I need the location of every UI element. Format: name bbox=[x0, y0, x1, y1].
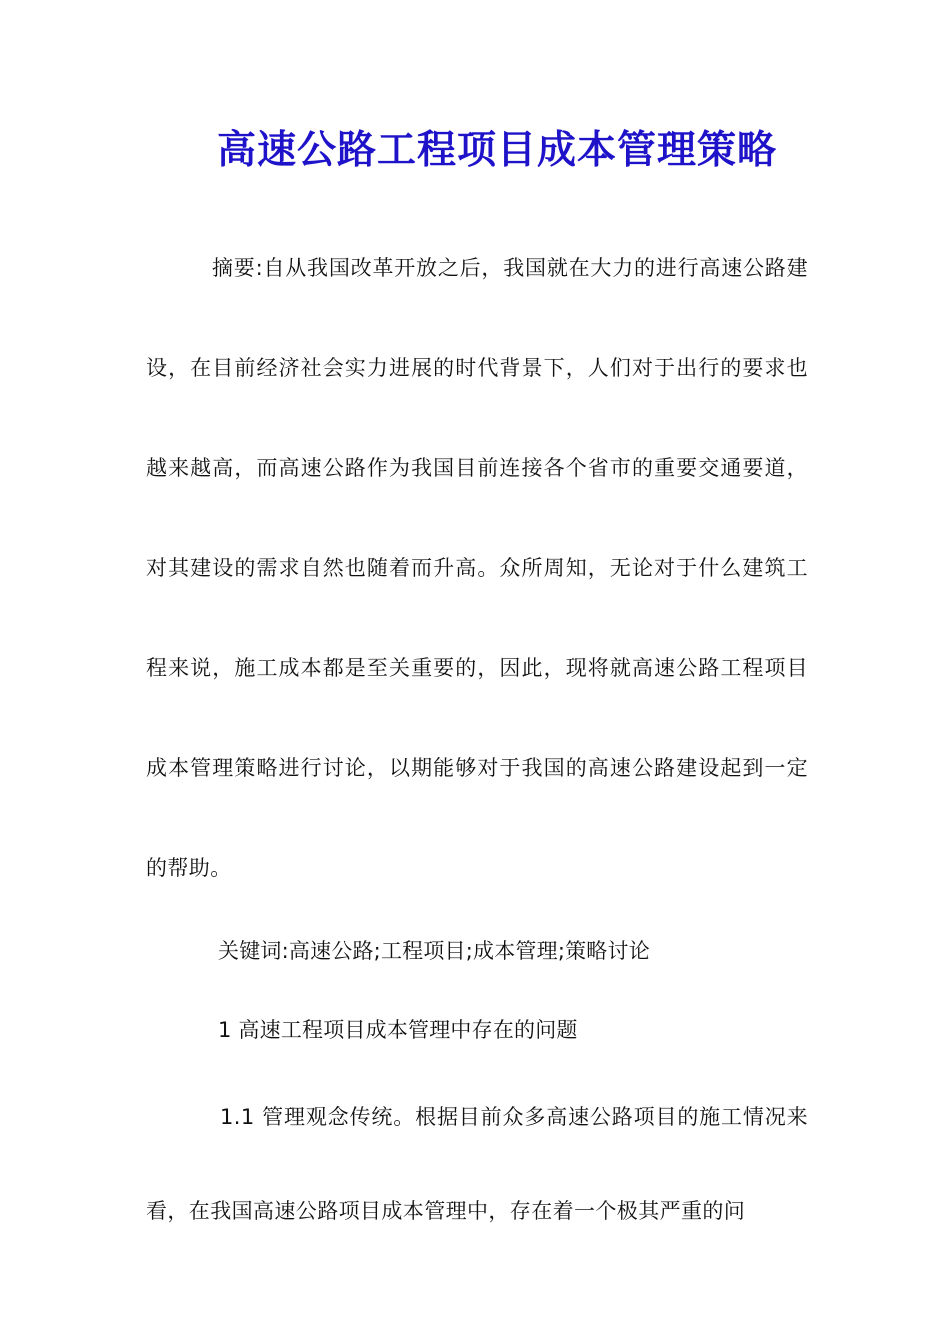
document-body bbox=[146, 218, 808, 1258]
abstract-paragraph: 摘要:自从我国改革开放之后，我国就在大力的进行高速公路建设，在目前经济社会实力进展的时代背景下，人们对于出行的要求也越来越高，而高速公路作为我国目前连接各个省市的重要交通要道，对其建设的需求自然也随着而升高。众所周知，无论对于什么建筑工程来说，施工成本都是至关重要的，因此，现将就高速公路工程项目成本管理策略进行讨论，以期能够对于我国的高速公路建设起到一定的帮助。 bbox=[146, 256, 808, 880]
section-paragraph: 1.1 管理观念传统。根据目前众多高速公路项目的施工情况来看，在我国高速公路项目成本管理中，存在着一个极其严重的问 bbox=[146, 1105, 808, 1223]
keywords-line: 关键词:高速公路;工程项目;成本管理;策略讨论 bbox=[218, 939, 650, 963]
section-heading: 1 高速工程项目成本管理中存在的问题 bbox=[218, 1018, 578, 1042]
document-title: 高速公路工程项目成本管理策略 bbox=[216, 127, 777, 173]
